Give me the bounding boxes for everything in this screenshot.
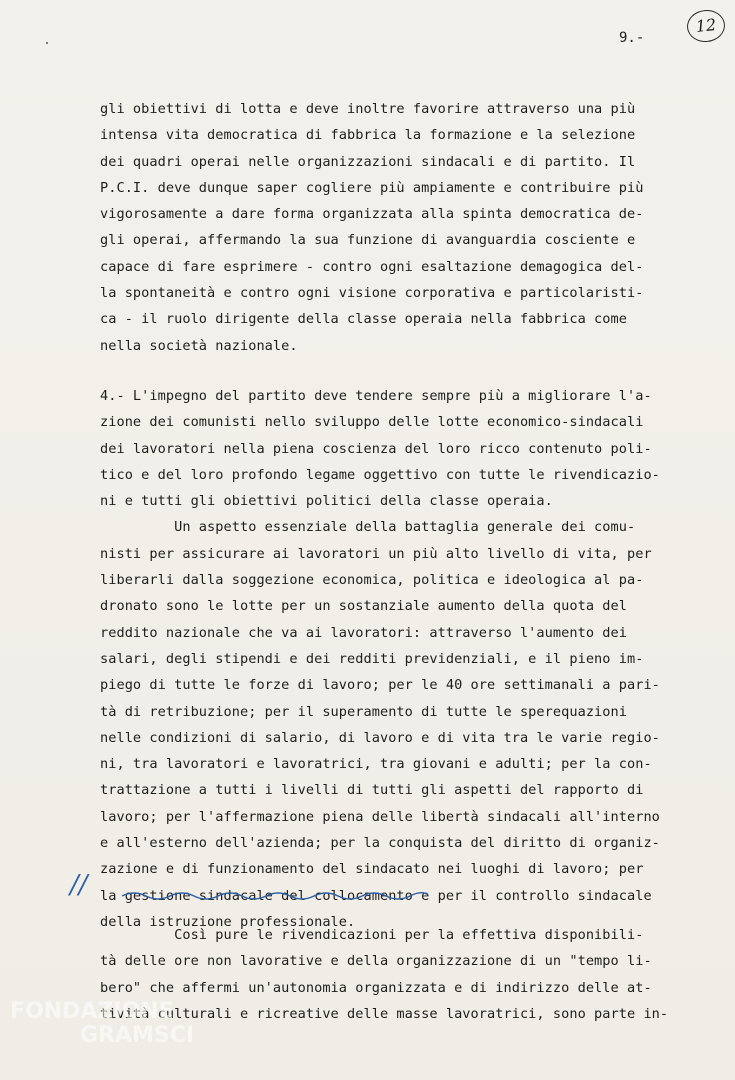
text-line: dei quadri operai nelle organizzazioni sindacali e di partito. Il: [100, 153, 636, 170]
archive-number-circled: 12: [685, 8, 726, 44]
text-line: tà delle ore non lavorative e della organizzazione di un "tempo li-: [100, 953, 652, 970]
text-line: la spontaneità e contro ogni visione corporativa e particolaristi-: [100, 285, 644, 302]
text-line: P.C.I. deve dunque saper cogliere più ampiamente e contribuire più: [100, 179, 644, 196]
text-line: ni, tra lavoratori e lavoratrici, tra giovani e adulti; per la con-: [100, 756, 652, 773]
text-line: la gestione sindacale del collocamento e per il controllo sindacale: [100, 887, 652, 904]
text-line: della istruzione professionale.: [100, 913, 356, 930]
text-line: trattazione a tutti i livelli di tutti gli aspetti del rapporto di: [100, 782, 644, 799]
text-line: Un aspetto essenziale della battaglia generale dei comu-: [100, 519, 636, 536]
text-line: gli obiettivi di lotta e deve inoltre favorire attraverso una più: [100, 101, 636, 117]
text-line: capace di fare esprimere - contro ogni esaltazione demagogica del-: [100, 258, 644, 275]
underline-stroke: [122, 893, 428, 899]
text-line: salari, degli stipendi e dei redditi previdenziali, e il pieno im-: [100, 650, 644, 667]
text-line: zazione e di funzionamento del sindacato nei luoghi di lavoro; per: [100, 861, 644, 878]
text-line: lavoro; per l'affermazione piena delle libertà sindacali all'interno: [100, 808, 660, 825]
section-4: [100, 383, 704, 935]
text-line: Così pure le rivendicazioni per la effettiva disponibili-: [100, 927, 644, 943]
text-line: nelle condizioni di salario, di lavoro e di vita tra le varie regio-: [100, 729, 660, 746]
text-line: e all'esterno dell'azienda; per la conquista del diritto di organiz-: [100, 835, 660, 852]
text-line: nella società nazionale.: [100, 337, 298, 354]
watermark-line-1: FONDAZIONE: [10, 999, 174, 1024]
text-line: liberarli dalla soggezione economica, politica e ideologica al pa-: [100, 572, 644, 589]
text-line: tività culturali e ricreative delle masse lavoratrici, sono parte in-: [100, 1005, 669, 1022]
handwritten-margin-mark: //: [70, 870, 88, 900]
text-line: reddito nazionale che va ai lavoratori: attraverso l'aumento dei: [100, 624, 627, 641]
text-line: bero" che affermi un'autonomia organizzata e di indirizzo delle at-: [100, 979, 652, 996]
text-line: ni e tutti gli obiettivi politici della classe operaia.: [100, 493, 553, 510]
text-line: dei lavoratori nella piena coscienza del loro ricco contenuto poli-: [100, 440, 652, 457]
handwritten-wavy-underline: [120, 888, 430, 902]
text-line: dronato sono le lotte per un sostanziale aumento della quota del: [100, 598, 627, 615]
archive-watermark: [10, 1000, 194, 1048]
text-line: zione dei comunisti nello sviluppo delle lotte economico-sindacali: [100, 414, 644, 431]
text-line: ca - il ruolo dirigente della classe operaia nella fabbrica come: [100, 311, 627, 328]
watermark-line-2: GRAMSCI: [80, 1023, 195, 1048]
text-line: piego di tutte le forze di lavoro; per le 40 ore settimanali a pari-: [100, 677, 660, 694]
text-line: tico e del loro profondo legame oggettivo con tutte le rivendicazio-: [100, 466, 660, 483]
text-line: 4.- L'impegno del partito deve tendere sempre più a migliorare l'a-: [100, 388, 652, 404]
paragraph-continuation: [100, 96, 704, 359]
text-line: gli operai, affermando la sua funzione di avanguardia cosciente e: [100, 232, 636, 249]
speck: [46, 42, 48, 44]
text-line: nisti per assicurare ai lavoratori un più alto livello di vita, per: [100, 545, 652, 562]
text-line: tà di retribuzione; per il superamento di tutte le sperequazioni: [100, 703, 627, 720]
text-line: vigorosamente a dare forma organizzata alla spinta democratica de-: [100, 206, 644, 223]
text-line: intensa vita democratica di fabbrica la formazione e la selezione: [100, 127, 636, 144]
page-number: 9.-: [619, 30, 645, 46]
